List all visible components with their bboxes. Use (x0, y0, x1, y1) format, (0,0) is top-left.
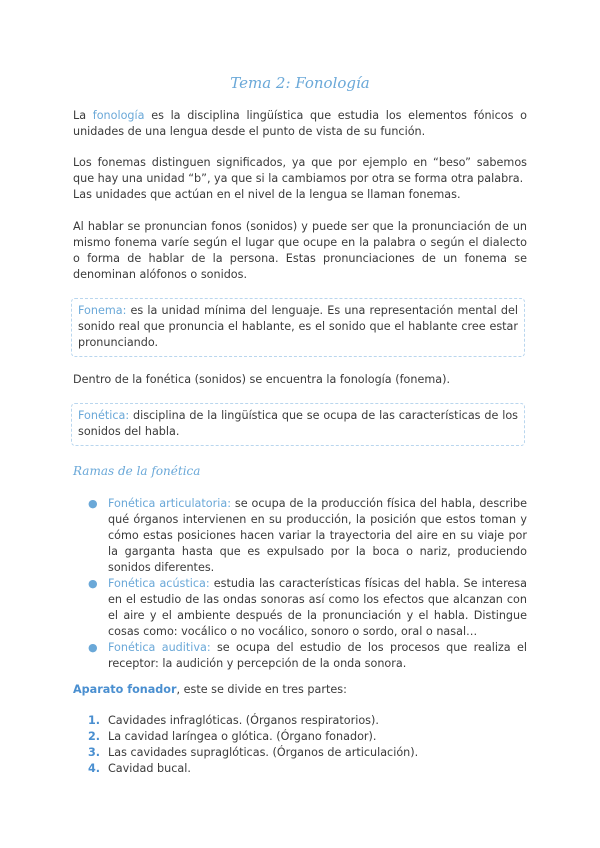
branch-term: Fonética acústica: (108, 577, 210, 590)
list-item (73, 713, 527, 729)
item-number: 1. (88, 714, 101, 727)
item-text: Las cavidades supraglóticas. (Órganos de articulación). (108, 746, 419, 759)
branch-text: estudia las características físicas del habla. Se interesa en el estudio de las ondas sonoras así como los efectos que alcanzan con el aire y el ambiente después de la pronunciación y el habla. Distingue cosas como: vocálico o no vocálico, sonoro o sordo, oral o nasal… (108, 577, 527, 638)
list-item (73, 729, 527, 745)
fonemas-line-2: Las unidades que actúan en el nivel de la lengua se llaman fonemas. (73, 188, 461, 201)
fonema-definition-box (71, 298, 525, 357)
fonemas-line-1: Los fonemas distinguen significados, ya que por ejemplo en “beso” sabemos que hay una unidad “b”, ya que si la cambiamos por otra se forma otra palabra. (73, 156, 527, 185)
intro-before: La (73, 109, 93, 122)
intro-paragraph (73, 108, 527, 140)
item-text: Cavidad bucal. (108, 762, 191, 775)
fonemas-paragraph (73, 155, 527, 203)
item-text: Cavidades infraglóticas. (Órganos respiratorios). (108, 714, 379, 727)
list-item (73, 576, 527, 640)
bullet-icon: ● (88, 641, 98, 654)
dentro-paragraph: Dentro de la fonética (sonidos) se encuentra la fonología (fonema). (73, 373, 450, 386)
term-aparato-fonador: Aparato fonador (73, 683, 177, 696)
branches-list (73, 496, 527, 672)
list-item (73, 640, 527, 672)
branch-text: se ocupa de la producción física del habla, describe qué órganos intervienen en su producción, la posición que estos toman y cómo estas posiciones hacen variar la trayectoria del aire en su viaje por la garganta hasta que es expulsado por la boca o nariz, produciendo sonidos diferentes. (108, 497, 527, 574)
bullet-icon: ● (88, 497, 98, 510)
list-item (73, 745, 527, 761)
bullet-icon: ● (88, 577, 98, 590)
fonetica-definition-box (71, 403, 525, 446)
term-fonema: Fonema: (78, 304, 127, 317)
term-fonetica: Fonética: (78, 409, 130, 422)
term-fonologia: fonología (92, 109, 145, 122)
parts-list (73, 713, 527, 777)
list-item (73, 496, 527, 576)
branch-term: Fonética articulatoria: (108, 497, 231, 510)
page-title: Tema 2: Fonología (230, 74, 370, 92)
item-number: 2. (88, 730, 101, 743)
fonetica-definition-text: disciplina de la lingüística que se ocupa de las características de los sonidos del habla. (78, 409, 518, 438)
intro-after: es la disciplina lingüística que estudia los elementos fónicos o unidades de una lengua desde el punto de vista de su función. (73, 109, 527, 138)
list-item (73, 761, 527, 777)
fonos-paragraph: Al hablar se pronuncian fonos (sonidos) y puede ser que la pronunciación de un mismo fonema varíe según el lugar que ocupe en la palabra o según el dialecto o forma de hablar de la persona. Estas pronunciaciones de un fonema se denominan alófonos o sonidos. (73, 220, 527, 281)
item-number: 3. (88, 746, 101, 759)
aparato-paragraph (73, 682, 527, 698)
item-text: La cavidad laríngea o glótica. (Órgano fonador). (108, 730, 377, 743)
aparato-text: , este se divide en tres partes: (176, 683, 347, 696)
fonema-definition-text: es la unidad mínima del lenguaje. Es una representación mental del sonido real que pronuncia el hablante, es el sonido que el hablante cree estar pronunciando. (78, 304, 518, 349)
branch-text: se ocupa del estudio de los procesos que realiza el receptor: la audición y percepción de la onda sonora. (108, 641, 528, 670)
branches-heading: Ramas de la fonética (73, 464, 201, 478)
branch-term: Fonética auditiva: (108, 641, 211, 654)
item-number: 4. (88, 762, 101, 775)
